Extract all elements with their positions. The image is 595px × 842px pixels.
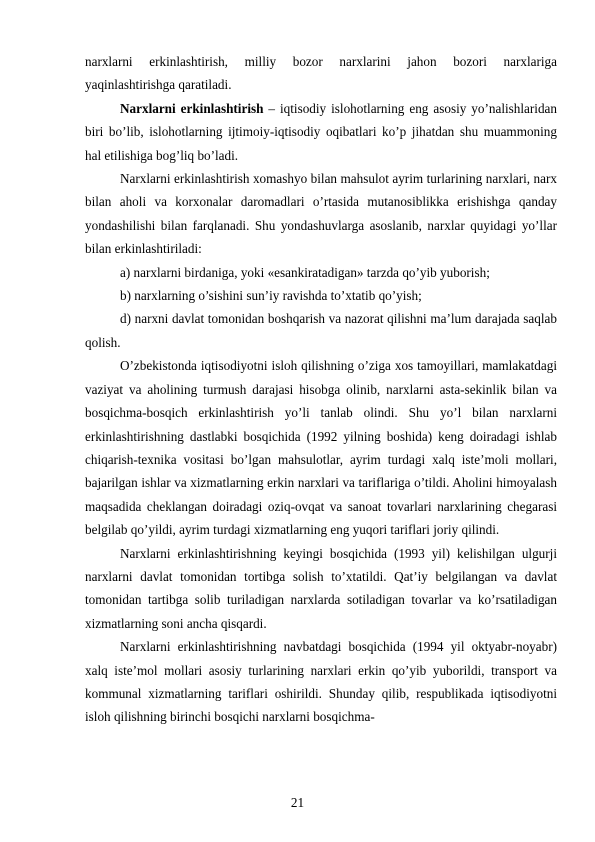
paragraph-text: Narxlarni erkinlashtirishning keyingi bosqichida (1993 yil) kelishilgan ulgurji narxlarni davlat tomonidan tortibga solish to’xtatildi. Qat’iy belgilangan va davlat tomonidan tartibga solib turiladigan narxlarda sotiladigan tovarlar va ko’rsatiladigan xizmatlarning soni ancha qisqardi. <box>85 545 557 631</box>
list-item-d <box>85 307 557 354</box>
paragraph-text: narxlarni erkinlashtirish, milliy bozor narxlarini jahon bozori narxlariga yaqinlashtirishga qaratiladi. <box>85 54 557 93</box>
list-item-text: b) narxlarning o’sishini sun’iy ravishda to’xtatib qo’yish; <box>120 288 422 304</box>
list-item-a <box>85 261 557 284</box>
paragraph-text: – iqtisodiy islohotlarning eng asosiy yo’nalishlaridan biri bo’lib, islohotlarning ijtimoiy-iqtisodiy oqibatlari ko’p jihatdan shu muammoning hal etilishiga bog’liq bo’ladi. <box>85 100 557 163</box>
paragraph-next-stage <box>85 542 557 636</box>
paragraph-uzbekistan <box>85 354 557 541</box>
paragraph-approaches <box>85 167 557 261</box>
document-page <box>85 50 557 729</box>
list-item-text: a) narxlarni birdaniga, yoki «esankiratadigan» tarzda qo’yib yuborish; <box>120 264 490 280</box>
paragraph-definition <box>85 97 557 167</box>
list-item-text: d) narxni davlat tomonidan boshqarish va nazorat qilishni ma’lum darajada saqlab qolish. <box>85 311 557 350</box>
paragraph-following-stage <box>85 635 557 729</box>
paragraph-continuation <box>85 50 557 97</box>
list-item-b <box>85 284 557 307</box>
paragraph-text: Narxlarni erkinlashtirishning navbatdagi bosqichida (1994 yil oktyabr-noyabr) xalq iste’mol mollari asosiy turlarining narxlari erkin qo’yib yuborildi, transport va kommunal xizmatlarning tariflari oshirildi. Shunday qilib, respublikada iqtisodiyotni isloh qilishning birinchi bosqichi narxlarni bosqichma- <box>85 639 557 725</box>
bold-term: Narxlarni erkinlashtirish <box>120 100 264 116</box>
paragraph-text: Narxlarni erkinlashtirish xomashyo bilan mahsulot ayrim turlarining narxlari, narx bilan aholi va korxonalar daromadlari o’rtasida mutanosiblikka erishishga qanday yondashilishi bilan farqlanadi. Shu yondashuvlarga asoslanib, narxlar quyidagi yo’llar bilan erkinlashtiriladi: <box>85 171 557 257</box>
paragraph-text: O’zbekistonda iqtisodiyotni isloh qilishning o’ziga xos tamoyillari, mamlakatdagi vaziyat va aholining turmush darajasi hisobga olinib, narxlarni asta-sekinlik bilan va bosqichma-bosqich erkinlashtirish yo’li tanlab olindi. Shu yo’l bilan narxlarni erkinlashtirishning dastlabki bosqichida (1992 yilning boshida) keng doiradagi ishlab chiqarish-texnika vositasi bo’lgan mahsulotlar, ayrim turdagi xalq iste’moli mollari, bajarilgan ishlar va xizmatlarning erkin narxlari va tariflariga o’tildi. Aholini himoyalash maqsadida cheklangan doiradagi oziq-ovqat va sanoat tovarlari narxlarining chegarasi belgilab qo’yildi, ayrim turdagi xizmatlarning eng yuqori tariflari joriy qilindi. <box>85 358 557 538</box>
page-number: 21 <box>290 795 305 810</box>
